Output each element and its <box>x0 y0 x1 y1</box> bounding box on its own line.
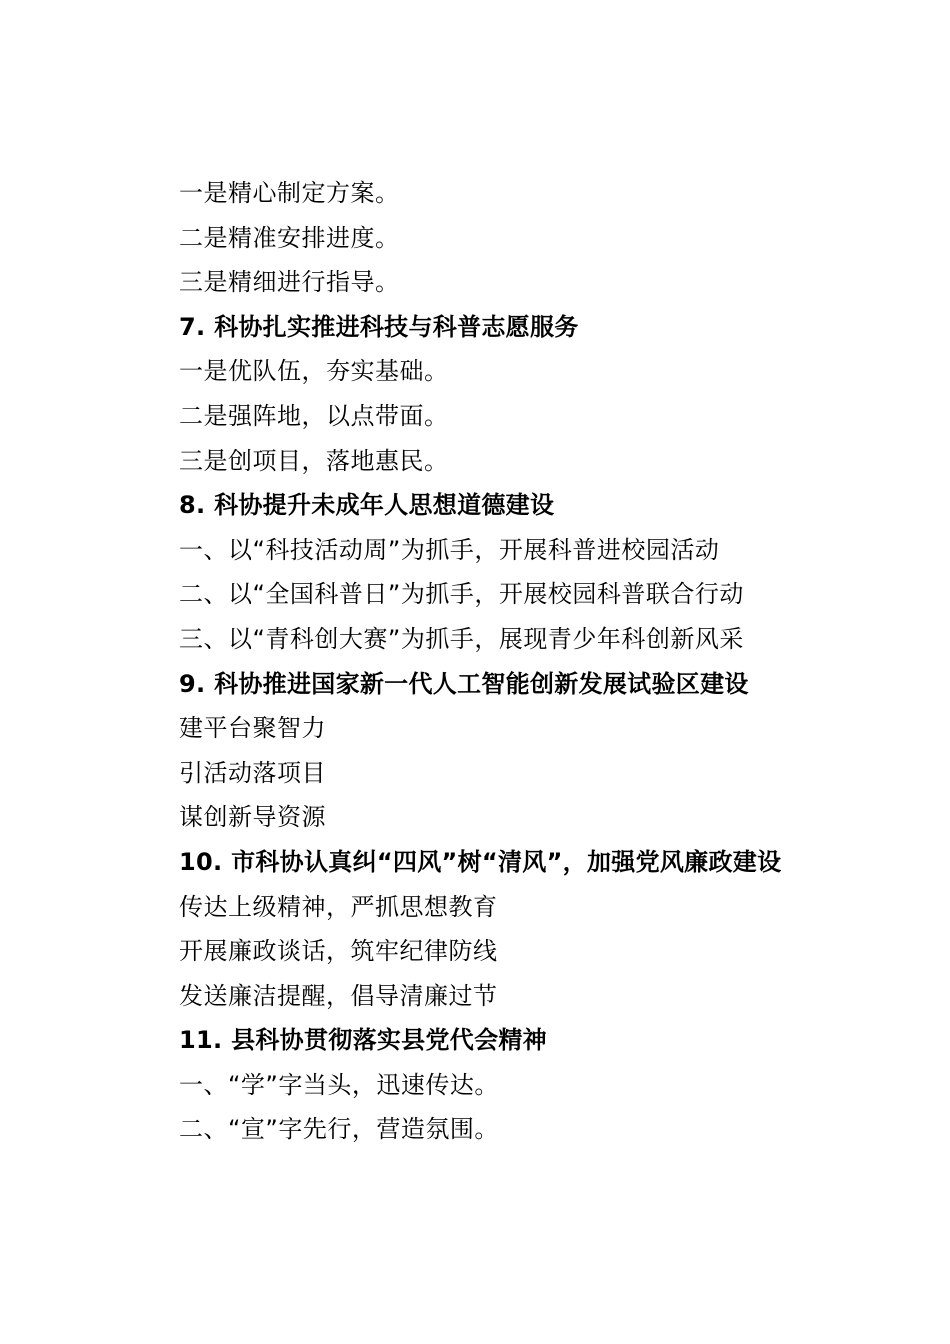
list-item: 一、“学”字当头，迅速传达。 <box>179 1070 499 1099</box>
document-body <box>179 171 879 1152</box>
list-item: 引活动落项目 <box>179 758 326 787</box>
list-item: 传达上级精神，严抓思想教育 <box>179 892 498 921</box>
list-item: 二是精准安排进度。 <box>179 223 400 252</box>
section-heading: 10. 市科协认真纠“四风”树“清风”，加强党风廉政建设 <box>179 847 782 876</box>
list-item: 二是强阵地，以点带面。 <box>179 401 449 430</box>
list-item: 建平台聚智力 <box>179 714 326 743</box>
section-heading: 7. 科协扎实推进科技与科普志愿服务 <box>179 312 579 341</box>
section-heading: 8. 科协提升未成年人思想道德建设 <box>179 491 555 520</box>
list-item: 二、“宣”字先行，营造氛围。 <box>179 1115 499 1144</box>
list-item: 一是精心制定方案。 <box>179 179 400 207</box>
list-item: 三、以“青科创大赛”为抓手，展现青少年科创新风采 <box>179 624 744 653</box>
section-heading: 11. 县科协贯彻落实县党代会精神 <box>179 1026 547 1055</box>
list-item: 一是优队伍，夯实基础。 <box>179 357 449 386</box>
section-heading: 9. 科协推进国家新一代人工智能创新发展试验区建设 <box>179 669 749 698</box>
list-item: 开展廉政谈话，筑牢纪律防线 <box>179 937 498 966</box>
list-item: 二、以“全国科普日”为抓手，开展校园科普联合行动 <box>179 580 744 609</box>
list-item: 三是精细进行指导。 <box>179 268 400 297</box>
list-item: 一、以“科技活动周”为抓手，开展科普进校园活动 <box>179 535 720 564</box>
list-item: 三是创项目，落地惠民。 <box>179 446 449 475</box>
list-item: 谋创新导资源 <box>179 803 326 832</box>
list-item: 发送廉洁提醒，倡导清廉过节 <box>179 981 498 1010</box>
